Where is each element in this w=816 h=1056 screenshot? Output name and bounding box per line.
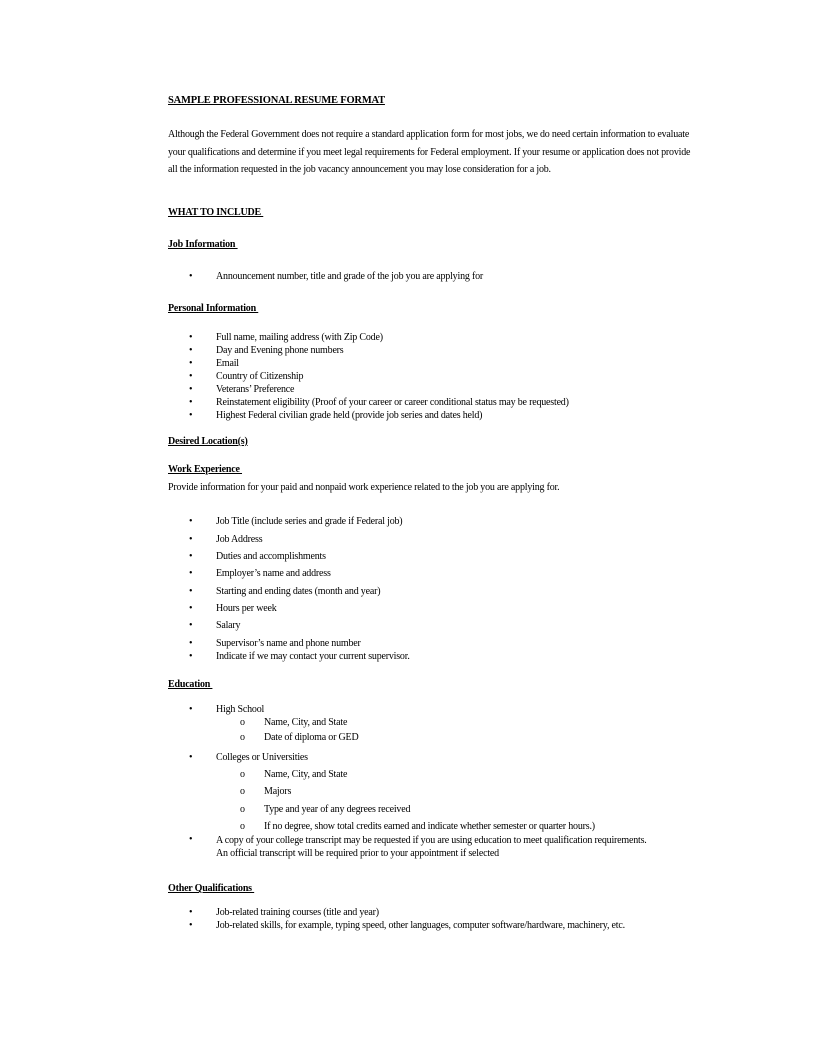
bullet-icon: • [189, 516, 193, 527]
sub-list-item-text: Majors [264, 786, 292, 797]
list-item-text: Supervisor’s name and phone number [216, 638, 361, 649]
bullet-icon: • [189, 568, 193, 579]
list-item-text: Job Address [216, 534, 263, 545]
personal-information-heading: Personal Information [168, 303, 259, 314]
list-item-text: Job-related skills, for example, typing speed, other languages, computer software/hardware, machinery, etc. [216, 920, 625, 931]
list-item-text: Salary [216, 620, 241, 631]
bullet-icon: • [189, 271, 193, 282]
sub-bullet-icon: o [240, 717, 245, 728]
list-item-text: Full name, mailing address (with Zip Code) [216, 332, 383, 343]
work-experience-heading: Work Experience [168, 464, 243, 475]
list-item-text: Country of Citizenship [216, 371, 304, 382]
sub-bullet-icon: o [240, 769, 245, 780]
bullet-icon: • [189, 752, 193, 763]
list-item-text: Employer’s name and address [216, 568, 331, 579]
bullet-icon: • [189, 397, 193, 408]
sub-bullet-icon: o [240, 821, 245, 832]
other-qualifications-heading: Other Qualifications [168, 883, 255, 894]
sub-list-item-text: Date of diploma or GED [264, 732, 359, 743]
list-item-text: Hours per week [216, 603, 277, 614]
desired-location-heading: Desired Location(s) [168, 436, 248, 447]
sub-bullet-icon: o [240, 732, 245, 743]
job-information-heading: Job Information [168, 239, 238, 250]
list-item-text: Announcement number, title and grade of the job you are applying for [216, 271, 484, 282]
sub-bullet-icon: o [240, 804, 245, 815]
bullet-icon: • [189, 920, 193, 931]
list-item-text: Email [216, 358, 239, 369]
sub-list-item-text: Type and year of any degrees received [264, 804, 411, 815]
bullet-icon: • [189, 371, 193, 382]
bullet-icon: • [189, 534, 193, 545]
sub-list-item-text: Name, City, and State [264, 769, 348, 780]
what-to-include-heading: WHAT TO INCLUDE [168, 207, 264, 218]
list-item-text: Colleges or Universities [216, 752, 308, 763]
bullet-icon: • [189, 586, 193, 597]
bullet-icon: • [189, 834, 193, 845]
list-item-text: Reinstatement eligibility (Proof of your career or career conditional status may be requested) [216, 397, 569, 408]
list-item-text: Day and Evening phone numbers [216, 345, 344, 356]
list-item-text: Veterans’ Preference [216, 384, 295, 395]
list-item-text: A copy of your college transcript may be requested if you are using education to meet qualification requirements. An official transcript will be required prior to your appointment if selected [216, 835, 647, 859]
bullet-icon: • [189, 907, 193, 918]
list-item-text: Job-related training courses (title and year) [216, 907, 379, 918]
list-item-text: Starting and ending dates (month and year) [216, 586, 381, 597]
bullet-icon: • [189, 638, 193, 649]
list-item-text: Indicate if we may contact your current supervisor. [216, 651, 410, 662]
bullet-icon: • [189, 384, 193, 395]
list-item-text: Highest Federal civilian grade held (provide job series and dates held) [216, 410, 483, 421]
bullet-icon: • [189, 332, 193, 343]
intro-paragraph: Although the Federal Government does not require a standard application form for most jobs, we do need certain information to evaluate your qualifications and determine if you meet legal requirements for Federal employment. If your resume or application does not provide all the information requested in the job vacancy announcement you may lose consideration for a job. [168, 129, 691, 175]
bullet-icon: • [189, 358, 193, 369]
sub-list-item-text: Name, City, and State [264, 717, 348, 728]
sub-list-item-text: If no degree, show total credits earned and indicate whether semester or quarter hours.) [264, 821, 595, 832]
list-item-text: High School [216, 704, 265, 715]
list-item-text: Duties and accomplishments [216, 551, 326, 562]
bullet-icon: • [189, 704, 193, 715]
bullet-icon: • [189, 345, 193, 356]
work-experience-description: Provide information for your paid and nonpaid work experience related to the job you are applying for. [168, 482, 560, 493]
sub-bullet-icon: o [240, 786, 245, 797]
bullet-icon: • [189, 551, 193, 562]
document-title: SAMPLE PROFESSIONAL RESUME FORMAT [168, 95, 385, 106]
education-heading: Education [168, 679, 213, 690]
list-item-text: Job Title (include series and grade if Federal job) [216, 516, 403, 527]
bullet-icon: • [189, 651, 193, 662]
bullet-icon: • [189, 603, 193, 614]
bullet-icon: • [189, 620, 193, 631]
bullet-icon: • [189, 410, 193, 421]
